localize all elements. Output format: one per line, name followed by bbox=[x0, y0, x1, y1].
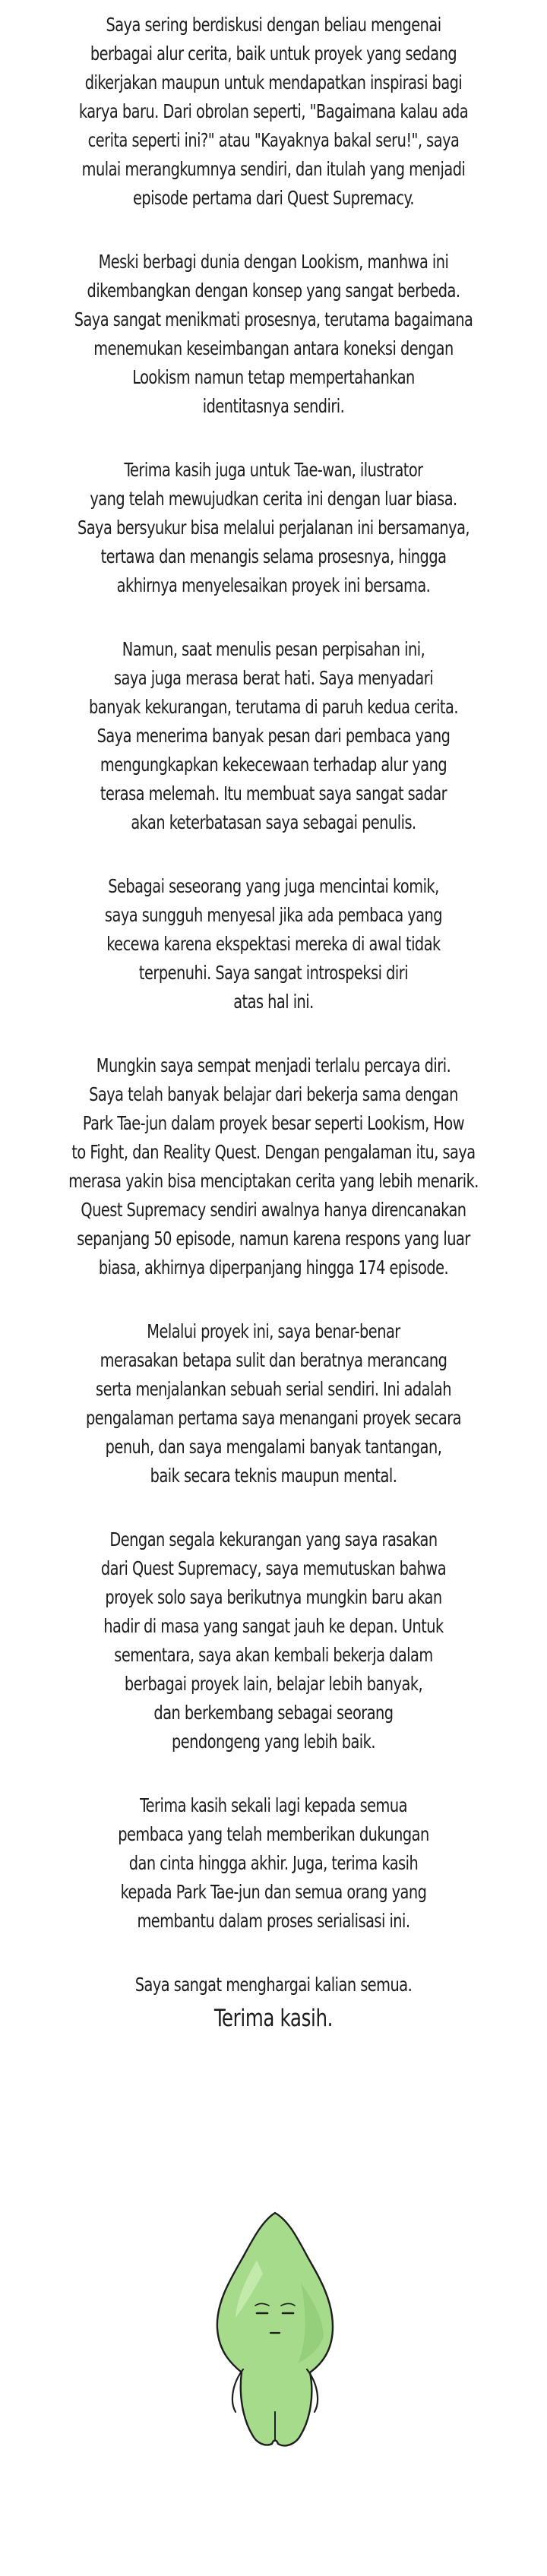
text-line: pendongeng yang lebih baik. bbox=[172, 1731, 375, 1753]
text-line: kecewa karena ekspektasi mereka di awal tidak bbox=[106, 933, 441, 955]
paragraph-8 bbox=[15, 1525, 532, 1756]
text-line: Melalui proyek ini, saya benar-benar bbox=[147, 1320, 400, 1342]
text-line: membantu dalam proses serialisasi ini. bbox=[137, 1910, 410, 1932]
text-line: Saya telah banyak belajar dari bekerja sama dengan bbox=[89, 1083, 458, 1105]
text-line: penuh, dan saya mengalami banyak tantangan, bbox=[105, 1436, 442, 1458]
afterword-letter bbox=[15, 11, 532, 2071]
text-line: sepanjang 50 episode, namun karena respons yang luar bbox=[77, 1228, 470, 1250]
text-line: mulai merangkumnya sendiri, dan itulah yang menjadi bbox=[81, 158, 466, 180]
text-line: yang telah mewujudkan cerita ini dengan luar biasa. bbox=[90, 488, 457, 510]
text-line: to Fight, dan Reality Quest. Dengan pengalaman itu, saya bbox=[71, 1141, 476, 1163]
text-line: atas hal ini. bbox=[233, 991, 314, 1013]
text-line: kepada Park Tae-jun dan semua orang yang bbox=[120, 1881, 427, 1903]
text-line: serta menjalankan sebuah serial sendiri. Ini adalah bbox=[96, 1378, 451, 1400]
text-line: berbagai proyek lain, belajar lebih banyak, bbox=[124, 1673, 423, 1695]
text-line: Saya sangat menikmati prosesnya, terutama bagaimana bbox=[74, 308, 473, 330]
text-line: cerita seperti ini?" atau "Kayaknya bakal seru!", saya bbox=[87, 129, 460, 151]
closing bbox=[15, 1971, 532, 2036]
paragraph-1 bbox=[15, 11, 532, 213]
text-line: Meski berbagi dunia dengan Lookism, manhwa ini bbox=[98, 251, 449, 273]
text-line: Park Tae-jun dalam proyek besar seperti Lookism, How bbox=[82, 1112, 465, 1134]
text-line: Sebagai seseorang yang juga mencintai komik, bbox=[108, 875, 439, 897]
text-line: Saya menerima banyak pesan dari pembaca yang bbox=[96, 725, 451, 747]
text-line: Quest Supremacy sendiri awalnya hanya direncanakan bbox=[81, 1199, 466, 1221]
text-line: banyak kekurangan, terutama di paruh kedua cerita. bbox=[89, 696, 458, 718]
text-line: dikerjakan maupun untuk mendapatkan inspirasi bagi bbox=[84, 71, 463, 93]
paragraph-3 bbox=[15, 456, 532, 600]
closing-thanks: Terima kasih. bbox=[213, 2005, 334, 2032]
text-line: Terima kasih juga untuk Tae-wan, ilustrator bbox=[124, 459, 423, 481]
text-line: karya baru. Dari obrolan seperti, "Bagaimana kalau ada bbox=[78, 100, 469, 122]
text-line: tertawa dan menangis selama prosesnya, hingga bbox=[100, 545, 447, 567]
text-line: pembaca yang telah memberikan dukungan bbox=[118, 1823, 429, 1845]
paragraph-7 bbox=[15, 1317, 532, 1490]
paragraph-4 bbox=[15, 635, 532, 837]
text-line: identitasnya sendiri. bbox=[202, 395, 345, 417]
text-line: Lookism namun tetap mempertahankan bbox=[132, 366, 415, 388]
text-line: Saya sering berdiskusi dengan beliau mengenai bbox=[106, 14, 441, 36]
text-line: saya sungguh menyesal jika ada pembaca yang bbox=[104, 904, 443, 926]
text-line: Saya bersyukur bisa melalui perjalanan ini bersamanya, bbox=[77, 517, 470, 539]
text-line: Dengan segala kekurangan yang saya rasakan bbox=[109, 1528, 438, 1550]
text-line: berbagai alur cerita, baik untuk proyek yang sedang bbox=[90, 43, 457, 65]
text-line: dikembangkan dengan konsep yang sangat berbeda. bbox=[87, 280, 460, 302]
paragraph-5 bbox=[15, 872, 532, 1016]
text-line: merasa yakin bisa menciptakan cerita yang lebih menarik. bbox=[68, 1170, 479, 1192]
text-line: sementara, saya akan kembali bekerja dalam bbox=[114, 1644, 433, 1666]
text-line: akhirnya menyelesaikan proyek ini bersama. bbox=[116, 574, 431, 596]
text-line: Mungkin saya sempat menjadi terlalu percaya diri. bbox=[96, 1054, 451, 1076]
text-line: mengungkapkan kekecewaan terhadap alur yang bbox=[100, 754, 447, 776]
closing-line: Saya sangat menghargai kalian semua. bbox=[134, 1974, 413, 1996]
green-blob-mascot-icon bbox=[210, 2207, 340, 2461]
text-line: Namun, saat menulis pesan perpisahan ini, bbox=[122, 638, 425, 660]
text-line: pengalaman pertama saya menangani proyek secara bbox=[85, 1407, 462, 1429]
text-line: episode pertama dari Quest Supremacy. bbox=[133, 187, 414, 209]
text-line: dari Quest Supremacy, saya memutuskan bahwa bbox=[100, 1557, 447, 1579]
text-line: Terima kasih sekali lagi kepada semua bbox=[140, 1794, 407, 1816]
text-line: terpenuhi. Saya sangat introspeksi diri bbox=[138, 962, 409, 984]
text-line: hadir di masa yang sangat jauh ke depan. Untuk bbox=[103, 1615, 444, 1637]
text-line: merasakan betapa sulit dan beratnya merancang bbox=[100, 1349, 447, 1371]
text-line: dan berkembang sebagai seorang bbox=[153, 1702, 394, 1724]
paragraph-9 bbox=[15, 1791, 532, 1936]
text-line: saya juga merasa berat hati. Saya menyadari bbox=[113, 667, 434, 689]
text-line: biasa, akhirnya diperpanjang hingga 174 episode. bbox=[98, 1256, 449, 1279]
paragraph-6 bbox=[15, 1051, 532, 1282]
text-line: akan keterbatasan saya sebagai penulis. bbox=[131, 811, 416, 833]
text-line: proyek solo saya berikutnya mungkin baru akan bbox=[105, 1586, 442, 1608]
paragraph-2 bbox=[15, 248, 532, 421]
text-line: baik secara teknis maupun mental. bbox=[150, 1465, 397, 1487]
text-line: dan cinta hingga akhir. Juga, terima kasih bbox=[128, 1852, 419, 1874]
text-line: menemukan keseimbangan antara koneksi dengan bbox=[93, 337, 454, 359]
text-line: terasa melemah. Itu membuat saya sangat sadar bbox=[100, 782, 447, 804]
